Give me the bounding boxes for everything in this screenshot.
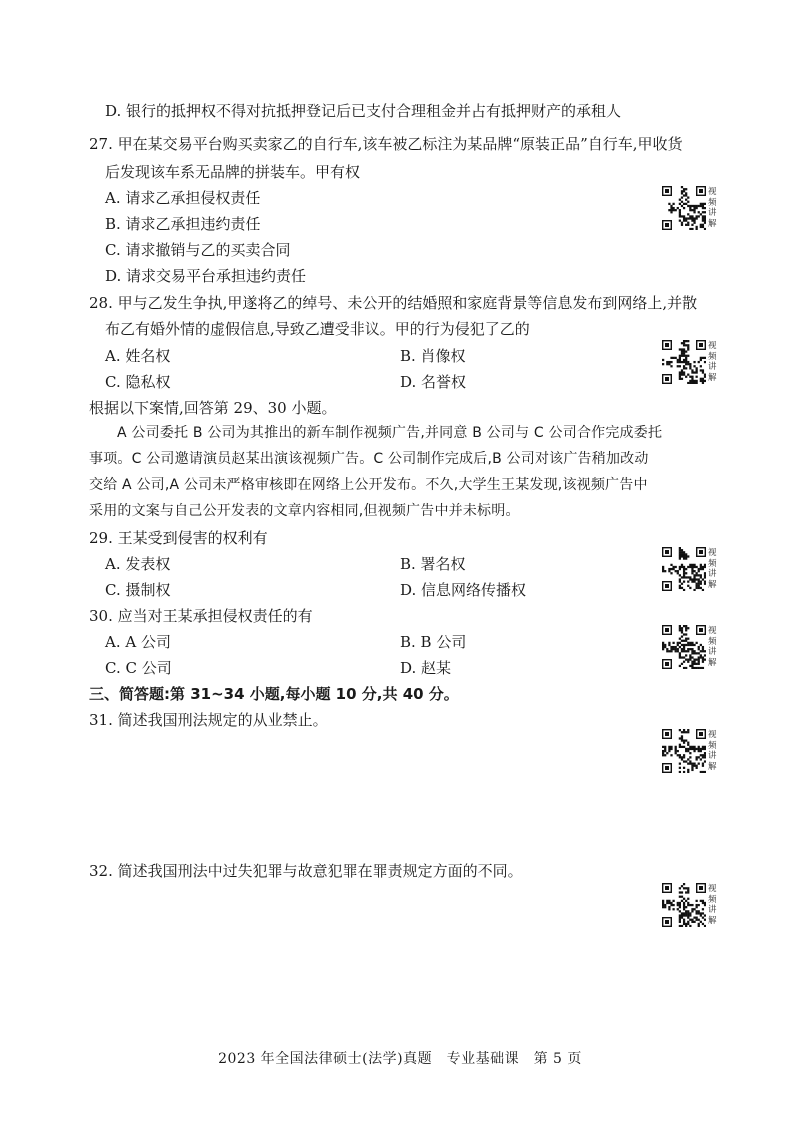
q29-stem: 29. 王某受到侵害的权利有 [89,529,268,547]
q26-option-d: D. 银行的抵押权不得对抗抵押登记后已支付合理租金并占有抵押财产的承租人 [105,102,622,120]
q28-option-b: B. 肖像权 [400,347,466,365]
qr-caption: 视频讲解 [708,730,717,772]
qr-code-icon [662,186,706,230]
q30-option-d: D. 赵某 [400,659,452,677]
case-text-line4: 采用的文案与自己公开发表的文章内容相同,但视频广告中并未标明。 [89,503,520,519]
q32-stem: 32. 简述我国刑法中过失犯罪与故意犯罪在罪责规定方面的不同。 [89,862,523,880]
qr-code-icon [662,340,706,384]
q31-stem: 31. 简述我国刑法规定的从业禁止。 [89,711,328,729]
section-short-answer-heading: 三、简答题:第 31~34 小题,每小题 10 分,共 40 分。 [89,685,459,703]
case-text-line1: A 公司委托 B 公司为其推出的新车制作视频广告,并同意 B 公司与 C 公司合作完成委托 [117,425,663,441]
q27-stem-line2: 后发现该车系无品牌的拼装车。甲有权 [105,163,361,181]
q28-stem-line1: 28. 甲与乙发生争执,甲遂将乙的绰号、未公开的结婚照和家庭背景等信息发布到网络上,并散 [89,294,698,312]
qr-caption: 视频讲解 [708,341,717,383]
qr-video-q29[interactable] [662,547,720,591]
qr-video-q28[interactable] [662,340,720,384]
qr-code-icon [662,625,706,669]
qr-video-q30[interactable] [662,625,720,669]
q30-stem: 30. 应当对王某承担侵权责任的有 [89,607,313,625]
q29-option-b: B. 署名权 [400,555,466,573]
q28-option-c: C. 隐私权 [105,373,171,391]
qr-code-icon [662,547,706,591]
q27-option-c: C. 请求撤销与乙的买卖合同 [105,241,291,259]
case-text-line2: 事项。C 公司邀请演员赵某出演该视频广告。C 公司制作完成后,B 公司对该广告稍加改动 [89,451,649,467]
q29-option-c: C. 摄制权 [105,581,171,599]
q30-option-c: C. C 公司 [105,659,172,677]
qr-caption: 视频讲解 [708,626,717,668]
qr-caption: 视频讲解 [708,884,717,926]
q27-option-a: A. 请求乙承担侵权责任 [105,189,261,207]
page-footer: 2023 年全国法律硕士(法学)真题 专业基础课 第 5 页 [218,1051,582,1067]
q28-option-a: A. 姓名权 [105,347,171,365]
q28-stem-line2: 布乙有婚外情的虚假信息,导致乙遭受非议。甲的行为侵犯了乙的 [105,320,530,338]
qr-video-q32[interactable] [662,883,720,927]
case-text-line3: 交给 A 公司,A 公司未严格审核即在网络上公开发布。不久,大学生王某发现,该视频广告中 [89,477,648,493]
q30-option-b: B. B 公司 [400,633,467,651]
q29-option-a: A. 发表权 [105,555,171,573]
qr-code-icon [662,729,706,773]
q27-option-d: D. 请求交易平台承担违约责任 [105,267,307,285]
q29-option-d: D. 信息网络传播权 [400,581,527,599]
q30-option-a: A. A 公司 [105,633,171,651]
qr-code-icon [662,883,706,927]
qr-caption: 视频讲解 [708,187,717,229]
case-intro: 根据以下案情,回答第 29、30 小题。 [89,399,337,417]
qr-caption: 视频讲解 [708,548,717,590]
q27-option-b: B. 请求乙承担违约责任 [105,215,261,233]
qr-video-q31[interactable] [662,729,720,773]
qr-video-q27[interactable] [662,186,720,230]
q28-option-d: D. 名誉权 [400,373,467,391]
q27-stem-line1: 27. 甲在某交易平台购买卖家乙的自行车,该车被乙标注为某品牌“原装正品”自行车,甲收货 [89,135,683,153]
